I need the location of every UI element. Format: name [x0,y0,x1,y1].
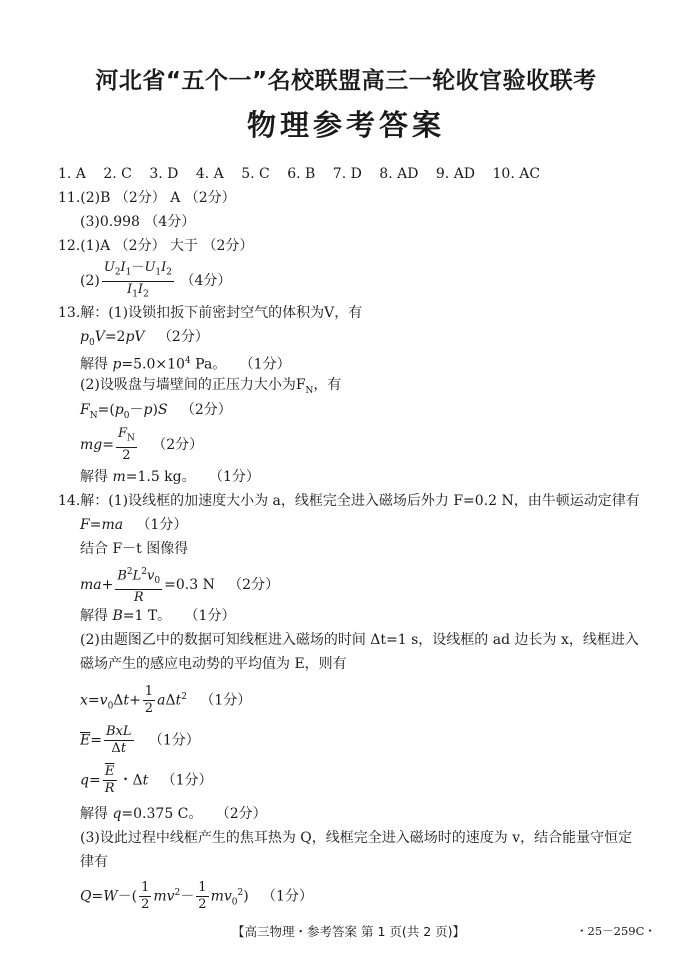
exam-title: 河北省“五个一”名校联盟高三一轮收官验收联考 [95,68,597,94]
q13-line4-end: ，有 [313,377,342,393]
answer-title: 物理参考答案 [246,108,445,142]
q11-line1: 11.(2)B （2分） A （2分） [58,190,236,206]
q14-line2: F=ma （1分） [80,517,188,533]
mcq-item: 4. A [195,166,224,182]
mcq-item: 8. AD [379,166,419,182]
score: （1分） [208,469,260,485]
q14-line4: ma+ $\frac{B^2L^2v_0}{R}$ =0.3 N （2分） [80,564,279,606]
q14-line1: 14.解：(1)设线框的加速度大小为 a，线框完全进入磁场后外力 F=0.2 N，由牛顿运动定律有 [58,493,640,509]
q14-line14: Q=W－( $\frac{1}{2}$ $mv^2-$ $\frac{1}{2}$ $mv_0^2$) （1分） [80,880,313,912]
score: （1分） [262,888,313,905]
score: （2分） [180,402,232,418]
score: （1分） [148,732,200,749]
exam-code: ・25－259C・ [576,924,656,938]
mcq-item: 6. B [287,166,316,182]
q11-line2: (3)0.998 （4分） [80,214,196,230]
q14-line11: 解得 q=0.375 C。 （2分） [80,806,267,822]
mcq-item: 5. C [241,166,270,182]
q13-line4 [80,376,341,400]
q13-line7: 解得 m=1.5 kg。 （1分） [80,469,260,485]
mcq-item: 3. D [149,166,179,182]
q13-line1: 13.解：(1)设锁扣扳下前密封空气的体积为V，有 [58,305,363,321]
q12-formula: $\frac{U_2I_1-U_1I_2}{I_1I_2}$ [103,260,173,300]
mcq-item: 2. C [103,166,132,182]
q14-line13: 律有 [80,854,108,870]
q12-line1: 12.(1)A （2分） 大于 （2分） [58,238,254,254]
score: （2分） [157,329,209,345]
page-footer: 【高三物理・参考答案 第 1 页(共 2 页)】 [232,924,466,939]
q14-line8: $x=v_0\Delta t+$ $\frac{1}{2}$ aΔt$^2$ （1分） [80,684,252,716]
score: （2分） [152,436,204,453]
q14-line3: 结合 F－t 图像得 [80,541,189,557]
score: （1分） [184,608,236,624]
q14-line5: 解得 B=1 T。 （1分） [80,608,236,624]
mcq-item: 1. A [58,166,86,182]
mcq-item: 10. AC [492,166,541,182]
q14-line6: (2)由题图乙中的数据可知线框进入磁场的时间 Δt=1 s，设线框的 ad 边长为 x，线框进入 [80,632,639,648]
score: （2分） [228,576,280,593]
q13-line3: 解得 $p=5.0\times 10^4$ Pa。 （1分） [80,356,291,373]
score: （4分） [180,273,232,290]
q12-part-label: (2) [80,273,100,290]
q14-line9: $\overline{E}=$ $\frac{\text{BxL}}{\Delta t}$ （1分） [80,724,200,756]
q13-line4-text: (2)设吸盘与墙壁间的正压力大小为F [80,377,306,393]
q13-line5: $F_N=(p_0-p)S$ （2分） [80,402,232,421]
q13-line4-sub: N [305,385,314,396]
q14-line10: q= $\frac{\overline{E}}{R}$ ・Δt （1分） [80,764,213,796]
score: （1分） [200,692,252,709]
q13-line6: mg= $\frac{F_N}{2}$ （2分） [80,426,204,463]
score: （2分） [215,806,267,822]
score: （1分） [161,772,213,789]
score: （1分） [136,517,188,533]
mcq-item: 9. AD [435,166,476,182]
q12-line2 [80,260,231,302]
q14-line12: (3)设此过程中线框产生的焦耳热为 Q，线框完全进入磁场时的速度为 v，结合能量守恒定 [80,830,633,846]
q14-line7: 磁场产生的感应电动势的平均值为 E，则有 [80,656,347,672]
score: （1分） [239,356,291,373]
mcq-answers [58,165,553,183]
q13-line2: $p_0V=2pV$ （2分） [80,329,209,348]
mcq-item: 7. D [332,166,362,182]
